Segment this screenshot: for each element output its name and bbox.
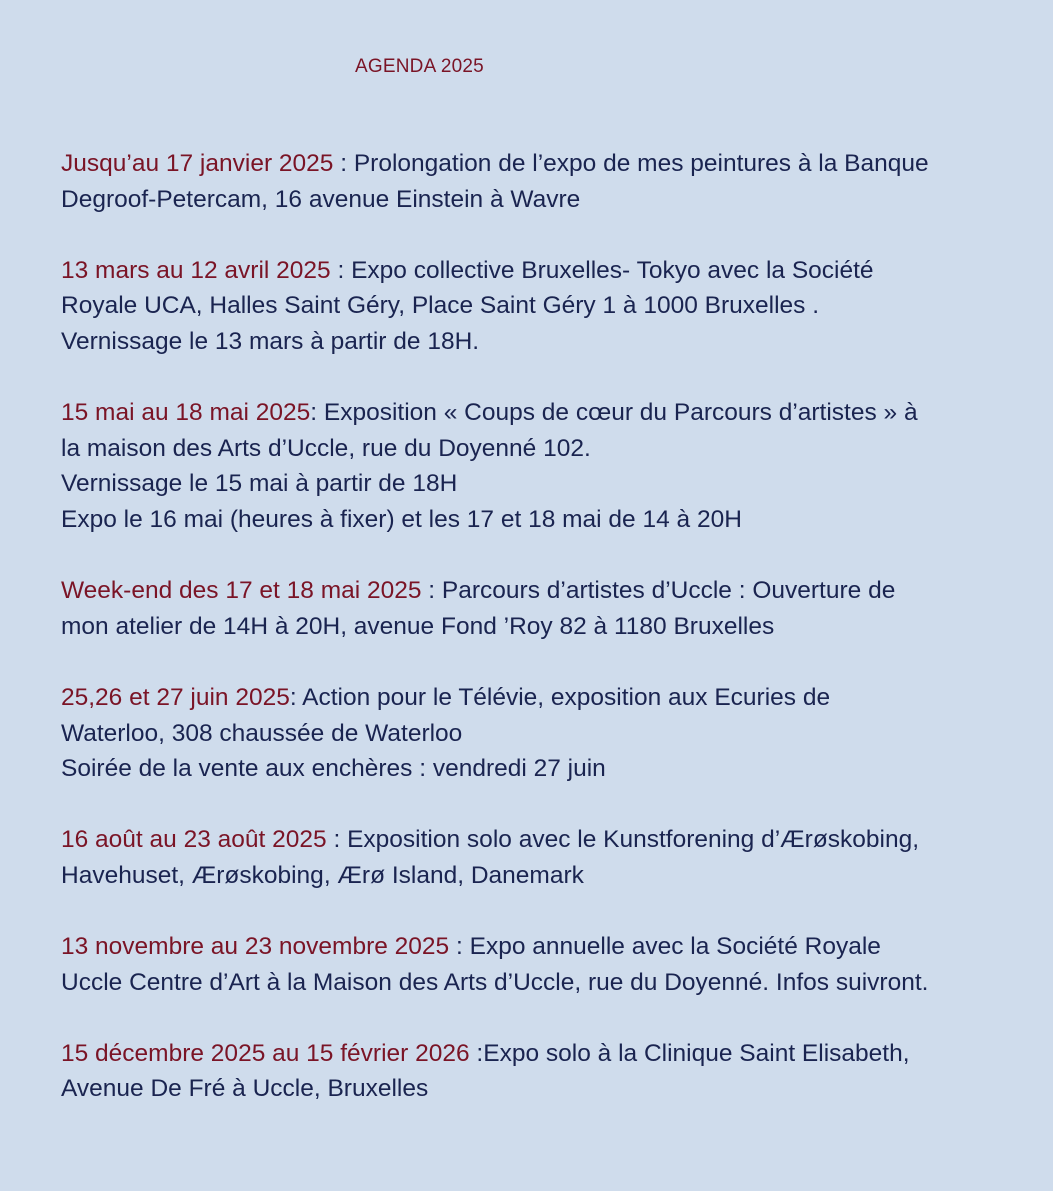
agenda-list	[61, 146, 1041, 1143]
entry-text: Uccle Centre d’Art à la Maison des Arts d’Uccle, rue du Doyenné. Infos suivront.	[61, 968, 929, 996]
entry-line	[61, 1036, 1041, 1072]
entry-text: : Action pour le Télévie, exposition aux Ecuries de	[289, 683, 831, 711]
entry-text: Waterloo, 308 chaussée de Waterloo	[61, 719, 463, 747]
agenda-entry	[61, 1036, 1041, 1107]
entry-line	[61, 573, 1041, 609]
entry-text: mon atelier de 14H à 20H, avenue Fond ’Roy 82 à 1180 Bruxelles	[61, 612, 775, 640]
entry-text: Havehuset, Ærøskobing, Ærø Island, Danemark	[61, 861, 584, 889]
entry-line	[61, 680, 1041, 716]
entry-date: Jusqu’au 17 janvier 2025	[61, 150, 334, 177]
entry-text: : Prolongation de l’expo de mes peintures à la Banque	[333, 150, 929, 177]
entry-text: Soirée de la vente aux enchères : vendredi 27 juin	[61, 755, 606, 783]
entry-line	[61, 929, 1041, 965]
entry-text: : Expo annuelle avec la Société Royale	[449, 933, 881, 961]
entry-date: 13 novembre au 23 novembre 2025	[61, 933, 450, 961]
entry-text: : Expo collective Bruxelles- Tokyo avec la Société	[330, 256, 874, 284]
entry-text: Expo le 16 mai (heures à fixer) et les 17 et 18 mai de 14 à 20H	[61, 505, 742, 533]
entry-line	[61, 395, 1041, 431]
entry-text: la maison des Arts d’Uccle, rue du Doyenné 102.	[61, 434, 591, 462]
entry-date: 16 août au 23 août 2025	[61, 826, 327, 854]
entry-text: : Exposition solo avec le Kunstforening d’Ærøskobing,	[326, 826, 920, 854]
page-title: AGENDA 2025	[355, 56, 484, 77]
entry-date: 15 décembre 2025 au 15 février 2026	[61, 1039, 470, 1067]
entry-text: Royale UCA, Halles Saint Géry, Place Saint Géry 1 à 1000 Bruxelles .	[61, 292, 820, 320]
entry-text: Vernissage le 15 mai à partir de 18H	[61, 470, 458, 498]
agenda-entry	[61, 253, 1041, 360]
entry-text: Vernissage le 13 mars à partir de 18H.	[61, 327, 480, 355]
entry-text: Degroof-Petercam, 16 avenue Einstein à Wavre	[61, 185, 581, 213]
entry-line	[61, 253, 1041, 289]
agenda-entry	[61, 680, 1041, 787]
entry-text: :Expo solo à la Clinique Saint Elisabeth,	[469, 1039, 910, 1067]
agenda-entry	[61, 929, 1041, 1000]
entry-date: 15 mai au 18 mai 2025	[61, 399, 311, 427]
entry-date: Week-end des 17 et 18 mai 2025	[61, 577, 422, 605]
entry-text: Avenue De Fré à Uccle, Bruxelles	[61, 1075, 429, 1103]
agenda-entry	[61, 822, 1041, 893]
agenda-entry	[61, 146, 1041, 217]
entry-date: 25,26 et 27 juin 2025	[61, 683, 290, 711]
agenda-entry	[61, 395, 1041, 537]
entry-text: : Exposition « Coups de cœur du Parcours d’artistes » à	[310, 399, 918, 427]
entry-line	[61, 822, 1041, 858]
entry-date: 13 mars au 12 avril 2025	[61, 256, 331, 284]
entry-text: : Parcours d’artistes d’Uccle : Ouverture de	[421, 577, 896, 605]
agenda-entry	[61, 573, 1041, 644]
entry-line	[61, 146, 1041, 182]
